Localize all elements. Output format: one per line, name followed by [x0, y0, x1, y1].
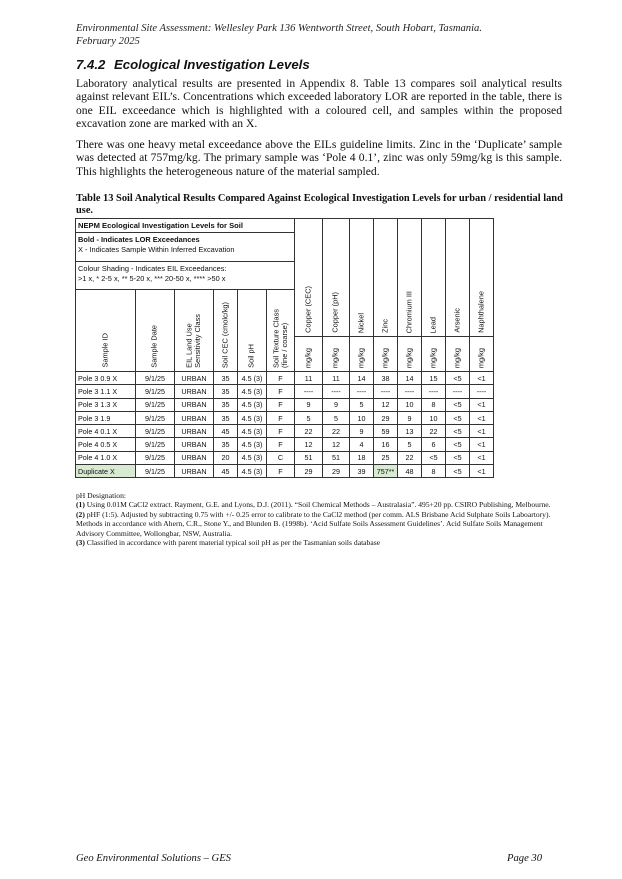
- table-row: [76, 465, 494, 478]
- sample-id-cell: Pole 3 0.9 X: [76, 372, 136, 385]
- analyte-value-cell: 38: [374, 372, 398, 385]
- table-row: [76, 372, 494, 385]
- header-chromium: Chromium III: [398, 219, 422, 337]
- ph-cell: 4.5 (3): [238, 385, 267, 398]
- analyte-value-cell: 22: [398, 451, 422, 464]
- unit-cell: mg/kg: [350, 337, 374, 372]
- cec-cell: 35: [214, 398, 238, 411]
- sample-date-cell: 9/1/25: [136, 451, 175, 464]
- texture-cell: F: [267, 425, 295, 438]
- header-soil-ph: Soil pH: [238, 290, 267, 372]
- table-row: [76, 411, 494, 424]
- header-title: Environmental Site Assessment: Wellesley Park 136 Wentworth Street, South Hobart, Tasmania.: [76, 23, 482, 34]
- analyte-value-cell: <1: [470, 425, 494, 438]
- paragraph-exceedance: There was one heavy metal exceedance above the EILs guideline limits. Zinc in the ‘Duplicate’ sample was detected at 757mg/kg. The primary sample was ‘Pole 4 0.1’, zinc was only 59mg/kg is this sample. This highlights the heterogeneous nature of the material sampled.: [76, 138, 562, 178]
- analyte-value-cell: 12: [323, 438, 350, 451]
- sample-id-cell: Pole 3 1.9: [76, 411, 136, 424]
- analyte-value-cell: 10: [422, 411, 446, 424]
- header-zinc: Zinc: [374, 219, 398, 337]
- analyte-value-cell: 25: [374, 451, 398, 464]
- sample-date-cell: 9/1/25: [136, 425, 175, 438]
- table-info-title: NEPM Ecological Investigation Levels for Soil: [76, 219, 295, 233]
- analyte-value-cell: 9: [323, 398, 350, 411]
- unit-cell: mg/kg: [295, 337, 323, 372]
- analyte-value-cell: 13: [398, 425, 422, 438]
- analyte-value-cell: 14: [350, 372, 374, 385]
- analyte-value-cell: 9: [350, 425, 374, 438]
- analyte-value-cell: 5: [295, 411, 323, 424]
- analyte-value-cell: <1: [470, 372, 494, 385]
- ph-cell: 4.5 (3): [238, 425, 267, 438]
- analyte-value-cell: 22: [323, 425, 350, 438]
- analyte-value-cell: 4: [350, 438, 374, 451]
- analyte-value-cell: 15: [422, 372, 446, 385]
- analyte-value-cell: ----: [295, 385, 323, 398]
- section-heading: [76, 57, 310, 72]
- header-date: February 2025: [76, 36, 140, 47]
- texture-cell: C: [267, 451, 295, 464]
- texture-cell: F: [267, 438, 295, 451]
- header-sample-date: Sample Date: [136, 290, 175, 372]
- ph-cell: 4.5 (3): [238, 451, 267, 464]
- unit-cell: mg/kg: [422, 337, 446, 372]
- analyte-value-cell: 5: [398, 438, 422, 451]
- analyte-value-cell: 757**: [374, 465, 398, 478]
- analyte-value-cell: <5: [446, 465, 470, 478]
- analyte-value-cell: ----: [446, 385, 470, 398]
- table-row: [76, 425, 494, 438]
- analyte-value-cell: 51: [323, 451, 350, 464]
- sample-id-cell: Pole 4 1.0 X: [76, 451, 136, 464]
- sample-id-cell: Pole 3 1.3 X: [76, 398, 136, 411]
- land-use-cell: URBAN: [175, 372, 214, 385]
- analyte-value-cell: <5: [446, 372, 470, 385]
- land-use-cell: URBAN: [175, 451, 214, 464]
- ph-cell: 4.5 (3): [238, 398, 267, 411]
- analyte-value-cell: 8: [422, 465, 446, 478]
- note-3: (3) Classified in accordance with parent material typical soil pH as per the Tasmanian soils database: [76, 538, 381, 548]
- analyte-value-cell: 48: [398, 465, 422, 478]
- sample-id-cell: Pole 4 0.1 X: [76, 425, 136, 438]
- analyte-value-cell: 11: [323, 372, 350, 385]
- analyte-value-cell: 51: [295, 451, 323, 464]
- analyte-value-cell: 29: [374, 411, 398, 424]
- table-legend-bold: Bold - Indicates LOR Exceedances X - Indicates Sample Within Inferred Excavation: [76, 233, 295, 262]
- analyte-value-cell: <5: [422, 451, 446, 464]
- cec-cell: 35: [214, 411, 238, 424]
- analyte-value-cell: <1: [470, 398, 494, 411]
- ph-cell: 4.5 (3): [238, 411, 267, 424]
- header-sample-id: Sample ID: [76, 290, 136, 372]
- land-use-cell: URBAN: [175, 411, 214, 424]
- table-row: [76, 451, 494, 464]
- sample-date-cell: 9/1/25: [136, 372, 175, 385]
- ph-cell: 4.5 (3): [238, 465, 267, 478]
- sample-date-cell: 9/1/25: [136, 411, 175, 424]
- analyte-value-cell: ----: [374, 385, 398, 398]
- sample-id-cell: Pole 3 1.1 X: [76, 385, 136, 398]
- analyte-value-cell: 9: [398, 411, 422, 424]
- land-use-cell: URBAN: [175, 398, 214, 411]
- land-use-cell: URBAN: [175, 438, 214, 451]
- analyte-value-cell: ----: [422, 385, 446, 398]
- header-copper-ph: Copper (pH): [323, 219, 350, 337]
- eil-results-table: [75, 218, 494, 478]
- table-caption: Table 13 Soil Analytical Results Compared Against Ecological Investigation Levels for urban / residential land use.: [76, 193, 563, 216]
- analyte-value-cell: 12: [374, 398, 398, 411]
- analyte-value-cell: <1: [470, 411, 494, 424]
- analyte-value-cell: 39: [350, 465, 374, 478]
- sample-id-cell: Duplicate X: [76, 465, 136, 478]
- unit-cell: mg/kg: [323, 337, 350, 372]
- ph-cell: 4.5 (3): [238, 438, 267, 451]
- header-naphthalene: Naphthalene: [470, 219, 494, 337]
- analyte-value-cell: 14: [398, 372, 422, 385]
- note-1: (1) Using 0.01M CaCl2 extract. Rayment, G.E. and Lyons, D.J. (2011). “Soil Chemical Methods – Australasia”. 495+20 pp. CSIRO Publishing, Melbourne.: [76, 500, 551, 510]
- land-use-cell: URBAN: [175, 425, 214, 438]
- texture-cell: F: [267, 372, 295, 385]
- analyte-value-cell: 9: [295, 398, 323, 411]
- analyte-value-cell: 5: [323, 411, 350, 424]
- analyte-value-cell: 22: [422, 425, 446, 438]
- header-arsenic: Arsenic: [446, 219, 470, 337]
- analyte-value-cell: 29: [295, 465, 323, 478]
- sample-date-cell: 9/1/25: [136, 438, 175, 451]
- header-copper-cec: Copper (CEC): [295, 219, 323, 337]
- sample-date-cell: 9/1/25: [136, 385, 175, 398]
- analyte-value-cell: <5: [446, 398, 470, 411]
- cec-cell: 35: [214, 385, 238, 398]
- analyte-value-cell: 22: [295, 425, 323, 438]
- table-notes: [76, 491, 564, 547]
- cec-cell: 35: [214, 438, 238, 451]
- texture-cell: F: [267, 411, 295, 424]
- analyte-value-cell: <1: [470, 465, 494, 478]
- analyte-value-cell: 18: [350, 451, 374, 464]
- analyte-value-cell: 11: [295, 372, 323, 385]
- land-use-cell: URBAN: [175, 465, 214, 478]
- header-land-use: EIL Land Use Sensitivity Class: [175, 290, 214, 372]
- analyte-value-cell: ----: [398, 385, 422, 398]
- unit-cell: mg/kg: [446, 337, 470, 372]
- analyte-value-cell: ----: [470, 385, 494, 398]
- unit-cell: mg/kg: [398, 337, 422, 372]
- analyte-value-cell: <5: [446, 438, 470, 451]
- ph-cell: 4.5 (3): [238, 372, 267, 385]
- header-soil-cec: Soil CEC (cmolc/kg): [214, 290, 238, 372]
- table-row: [76, 398, 494, 411]
- table-row: [76, 438, 494, 451]
- table-row: [76, 385, 494, 398]
- analyte-value-cell: 16: [374, 438, 398, 451]
- sample-date-cell: 9/1/25: [136, 465, 175, 478]
- cec-cell: 45: [214, 425, 238, 438]
- analyte-value-cell: 5: [350, 398, 374, 411]
- section-title: Ecological Investigation Levels: [114, 57, 310, 72]
- header-soil-texture: Soil Texture Class (fine / coarse): [267, 290, 295, 372]
- analyte-value-cell: 6: [422, 438, 446, 451]
- analyte-value-cell: <1: [470, 451, 494, 464]
- header-lead: Lead: [422, 219, 446, 337]
- analyte-value-cell: 10: [350, 411, 374, 424]
- unit-cell: mg/kg: [470, 337, 494, 372]
- analyte-value-cell: 29: [323, 465, 350, 478]
- analyte-value-cell: <5: [446, 425, 470, 438]
- unit-cell: mg/kg: [374, 337, 398, 372]
- analyte-value-cell: ----: [350, 385, 374, 398]
- sample-date-cell: 9/1/25: [136, 398, 175, 411]
- analyte-value-cell: <5: [446, 451, 470, 464]
- table-legend-shading: Colour Shading - Indicates EIL Exceedances: >1 x, * 2-5 x, ** 5-20 x, *** 20-50 x, **** >50 x: [76, 262, 295, 290]
- footer-page-number: Page 30: [507, 853, 543, 864]
- land-use-cell: URBAN: [175, 385, 214, 398]
- notes-title: pH Designation:: [76, 491, 126, 500]
- cec-cell: 20: [214, 451, 238, 464]
- header-nickel: Nickel: [350, 219, 374, 337]
- footer-company: Geo Environmental Solutions – GES: [76, 853, 231, 864]
- analyte-value-cell: 59: [374, 425, 398, 438]
- analyte-value-cell: <1: [470, 438, 494, 451]
- section-number: 7.4.2: [76, 57, 106, 72]
- analyte-value-cell: 8: [422, 398, 446, 411]
- texture-cell: F: [267, 398, 295, 411]
- paragraph-lab-results: Laboratory analytical results are presented in Appendix 8. Table 13 compares soil analytical results against relevant EIL’s. Concentrations which exceeded laboratory LOR are reported in the table, there is one EIL exceedance which is highlighted with a coloured cell, and samples within the proposed excavation zone are marked with an X.: [76, 77, 562, 131]
- texture-cell: F: [267, 385, 295, 398]
- analyte-value-cell: 12: [295, 438, 323, 451]
- cec-cell: 45: [214, 465, 238, 478]
- cec-cell: 35: [214, 372, 238, 385]
- analyte-value-cell: 10: [398, 398, 422, 411]
- analyte-value-cell: <5: [446, 411, 470, 424]
- analyte-value-cell: ----: [323, 385, 350, 398]
- note-2: (2) pHF (1:5). Adjusted by subtracting 0.75 with +/- 0.25 error to calibrate to the CaCl2 method (per comm. ALS Brisbane Acid Sulphate Soils Laboartory). Methods in accordance with Ahern, C.R., Stone Y., and Blunden B. (1998b). ‘Acid Sulfate Soils Assessment Guidelines’. Acid Sulfate Soils Management Advisory Committee, Wollongbar, NSW, Australia.: [76, 509, 551, 538]
- sample-id-cell: Pole 4 0.5 X: [76, 438, 136, 451]
- texture-cell: F: [267, 465, 295, 478]
- page-header: [76, 22, 556, 48]
